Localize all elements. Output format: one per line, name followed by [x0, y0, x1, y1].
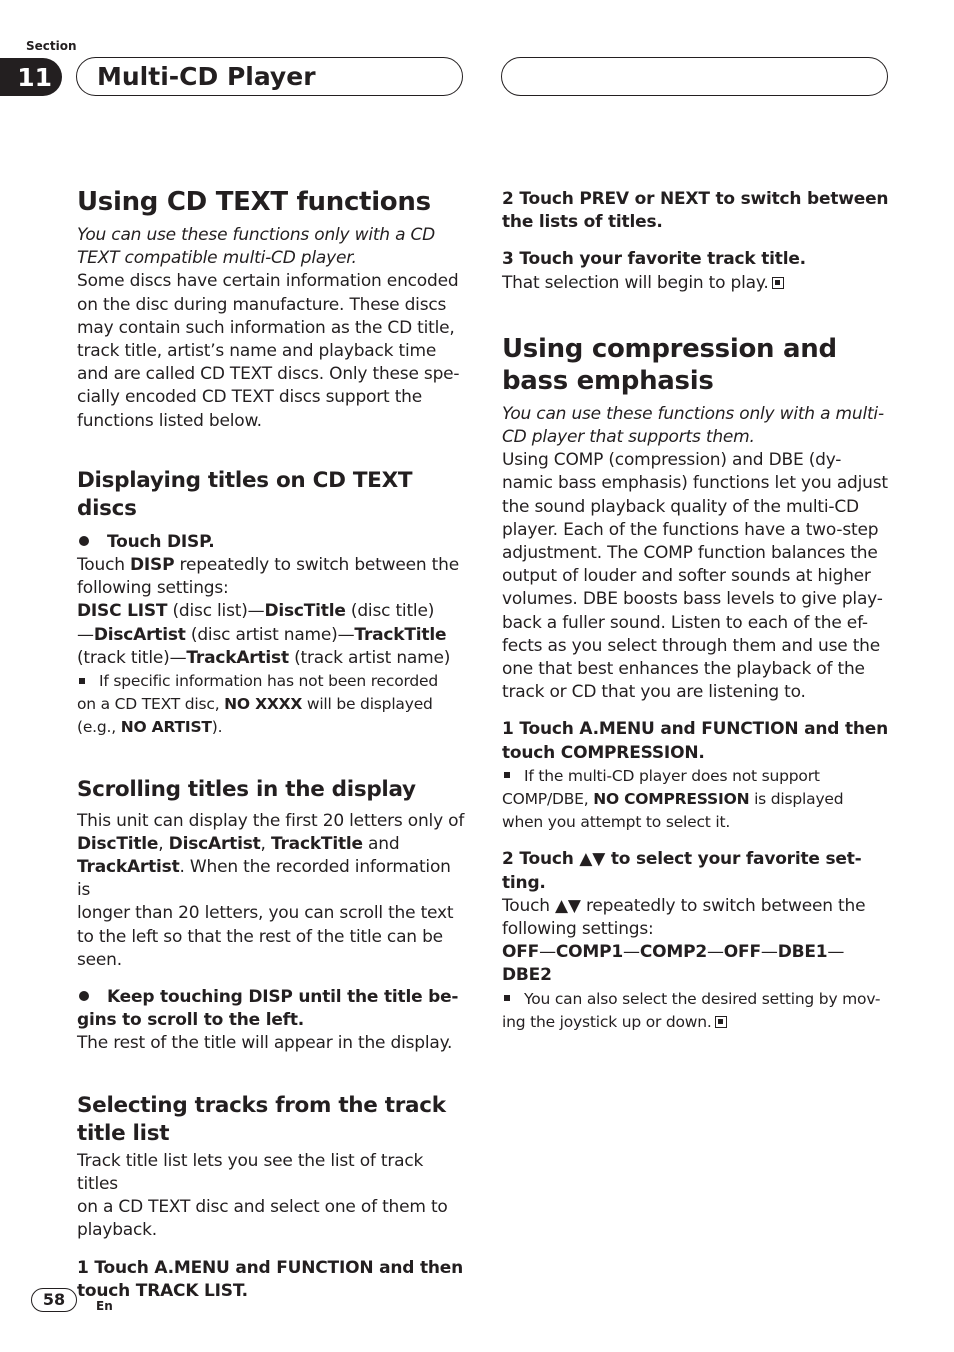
section-number-tab: 11: [0, 58, 62, 96]
comp-line: one that best enhances the playback of the: [502, 659, 865, 680]
note-icon: [504, 995, 510, 1001]
display-bullet-step: Touch DISP.: [77, 531, 465, 554]
comp-step-1-line-2: touch COMPRESSION.: [502, 742, 705, 763]
intro-line: track title, artist’s name and playback time: [77, 341, 437, 362]
settings-line-2: —DiscArtist (disc artist name)—TrackTitle: [77, 624, 447, 645]
note-1-line-2: on a CD TEXT disc, NO XXXX will be displayed: [77, 695, 433, 714]
scroll-bullet-step-2: gins to scroll to the left.: [77, 1010, 305, 1031]
intro-italic-2: TEXT compatible multi-CD player.: [77, 248, 357, 269]
left-column: [77, 186, 465, 1303]
intro-line: may contain such information as the CD title,: [77, 317, 455, 338]
heading-compression-1: Using compression and: [502, 333, 837, 364]
language-label: En: [96, 1299, 113, 1313]
header-blank-box: [501, 57, 888, 96]
step-3-after: That selection will begin to play.: [502, 272, 890, 295]
comp-step-2: 2 Touch ▲▼ to select your favorite set-: [502, 849, 862, 870]
comp-line: the sound playback quality of the multi-CD: [502, 496, 859, 517]
comp-line: volumes. DBE boosts bass levels to give play-: [502, 589, 883, 610]
note-1: If specific information has not been recorded: [77, 670, 465, 693]
intro-line: Some discs have certain information encoded: [77, 271, 459, 292]
note-icon: [504, 772, 510, 778]
heading-selecting-1: Selecting tracks from the track: [77, 1092, 446, 1118]
comp-line: back a fuller sound. Listen to each of the ef-: [502, 612, 868, 633]
end-mark-icon: [772, 277, 784, 289]
bullet-icon: [79, 991, 89, 1001]
comp-note-1-line-2: COMP/DBE, NO COMPRESSION is displayed: [502, 790, 844, 809]
heading-selecting-2: title list: [77, 1120, 170, 1146]
heading-cd-text: Using CD TEXT functions: [77, 187, 431, 217]
end-mark-icon: [715, 1016, 727, 1028]
comp-options-line-2: DBE2: [502, 965, 552, 986]
settings-line-1: DISC LIST (disc list)—DiscTitle (disc title): [77, 601, 435, 622]
step-2: 2 Touch PREV or NEXT to switch between: [502, 189, 889, 209]
heading-display-titles: Displaying titles on CD TEXT discs: [77, 467, 413, 521]
intro-line: cially encoded CD TEXT discs support the: [77, 387, 422, 408]
comp-line: fects as you select through them and use the: [502, 635, 880, 656]
display-line-2: following settings:: [77, 578, 229, 599]
scroll-line-2: DiscTitle, DiscArtist, TrackTitle and: [77, 833, 400, 854]
heading-compression-2: bass emphasis: [502, 365, 714, 396]
scroll-line-3: TrackArtist. When the recorded information is: [77, 857, 451, 901]
scroll-line: seen.: [77, 949, 122, 970]
display-line-1: Touch DISP repeatedly to switch between the: [77, 555, 459, 576]
chapter-title: Multi-CD Player: [76, 57, 463, 96]
select-line: on a CD TEXT disc and select one of them to: [77, 1197, 448, 1218]
intro-line: on the disc during manufacture. These discs: [77, 294, 447, 315]
comp-note-1: If the multi-CD player does not support: [502, 765, 890, 788]
select-line: Track title list lets you see the list of track titles: [77, 1150, 424, 1194]
comp-step-1: 1 Touch A.MENU and FUNCTION and then: [502, 719, 888, 740]
select-step-1: 1 Touch A.MENU and FUNCTION and then: [77, 1257, 463, 1278]
comp-line: namic bass emphasis) functions let you adjust: [502, 473, 888, 494]
comp-note-1-line-3: when you attempt to select it.: [502, 813, 731, 832]
comp-line: adjustment. The COMP function balances the: [502, 543, 878, 564]
comp-line: Using COMP (compression) and DBE (dy-: [502, 450, 842, 471]
comp-step-2-after-2: following settings:: [502, 919, 654, 940]
intro-italic-1: You can use these functions only with a CD: [77, 225, 436, 245]
comp-note-2: You can also select the desired setting by mov-: [502, 988, 890, 1011]
comp-note-2-line-2: ing the joystick up or down.: [502, 1011, 890, 1034]
comp-italic-1: You can use these functions only with a multi-: [502, 403, 884, 424]
intro-line: functions listed below.: [77, 410, 262, 431]
note-icon: [79, 678, 85, 684]
heading-scrolling: Scrolling titles in the display: [77, 776, 416, 802]
comp-italic-2: CD player that supports them.: [502, 427, 755, 448]
comp-step-2-after: Touch ▲▼ repeatedly to switch between the: [502, 895, 866, 916]
note-1-line-3: (e.g., NO ARTIST).: [77, 718, 223, 737]
scroll-line-1: This unit can display the first 20 letters only of: [77, 810, 465, 831]
scroll-line: longer than 20 letters, you can scroll the text: [77, 903, 454, 924]
step-2-line-2: the lists of titles.: [502, 212, 663, 233]
right-column: [502, 188, 890, 1034]
scroll-after: The rest of the title will appear in the display.: [77, 1033, 453, 1054]
select-step-1-line-2: touch TRACK LIST.: [77, 1280, 248, 1301]
intro-line: and are called CD TEXT discs. Only these spe-: [77, 364, 460, 385]
comp-line: track or CD that you are listening to.: [502, 682, 806, 703]
comp-step-2-line-2: ting.: [502, 872, 546, 893]
select-line: playback.: [77, 1220, 157, 1241]
bullet-icon: [79, 536, 89, 546]
step-3: 3 Touch your favorite track title.: [502, 249, 806, 270]
comp-line: player. Each of the functions have a two-step: [502, 519, 879, 540]
comp-line: output of louder and softer sounds at higher: [502, 566, 871, 587]
scroll-bullet-step: Keep touching DISP until the title be-: [77, 986, 465, 1009]
page-number: 58: [31, 1288, 77, 1312]
settings-line-3: (track title)—TrackArtist (track artist name): [77, 647, 451, 668]
section-label: Section: [26, 39, 77, 53]
comp-options-line-1: OFF—COMP1—COMP2—OFF—DBE1—: [502, 942, 845, 963]
scroll-line: to the left so that the rest of the title can be: [77, 926, 443, 947]
